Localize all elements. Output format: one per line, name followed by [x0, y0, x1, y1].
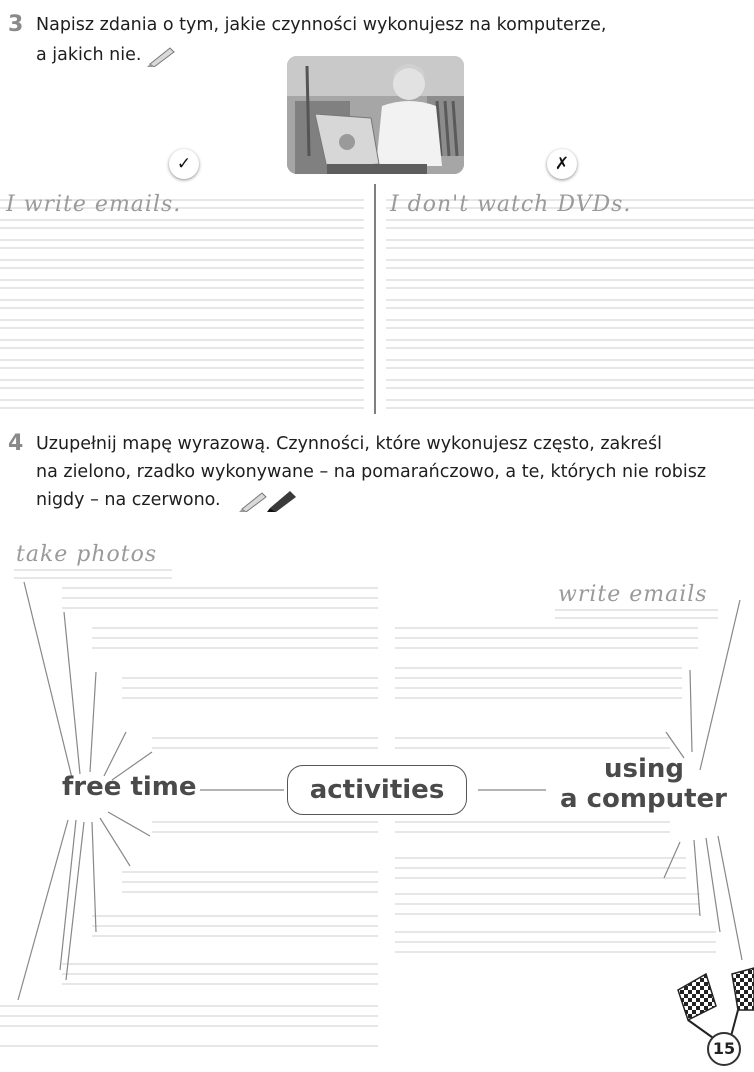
example-take-photos: take photos — [16, 542, 158, 567]
task3-number: 3 — [8, 12, 24, 37]
example-no-sentence: I don't watch DVDs. — [390, 192, 632, 217]
center-node-label: activities — [309, 775, 445, 805]
task3-instruction-line2: a jakich nie. — [36, 45, 142, 65]
example-yes-sentence: I write emails. — [6, 192, 182, 217]
task3-instruction-line1: Napisz zdania o tym, jakie czynności wykonujesz na komputerze, — [36, 15, 607, 35]
task4-instruction-line1: Uzupełnij mapę wyrazową. Czynności, które wykonujesz często, zakreśl — [36, 434, 662, 454]
right-node-using-line1: using — [604, 754, 685, 784]
page-number: 15 — [707, 1032, 741, 1066]
marker-icon — [266, 488, 298, 512]
no-cross-badge: ✗ — [547, 149, 577, 179]
left-node-free-time: free time — [62, 772, 197, 802]
yes-checkmark-badge: ✓ — [169, 149, 199, 179]
right-node-using-line2: a computer — [560, 784, 727, 814]
example-write-emails: write emails — [558, 582, 708, 607]
task4-number: 4 — [8, 431, 24, 456]
checkered-flags-icon — [672, 966, 754, 1046]
center-node-activities — [287, 765, 467, 815]
task4-instruction-line2: na zielono, rzadko wykonywane – na pomarańczowo, a te, których nie robisz — [36, 462, 707, 482]
pencil-icon — [146, 45, 176, 67]
boy-at-laptop-photo — [287, 56, 464, 174]
pencil-icon — [238, 490, 268, 512]
task4-instruction-line3: nigdy – na czerwono. — [36, 490, 221, 510]
